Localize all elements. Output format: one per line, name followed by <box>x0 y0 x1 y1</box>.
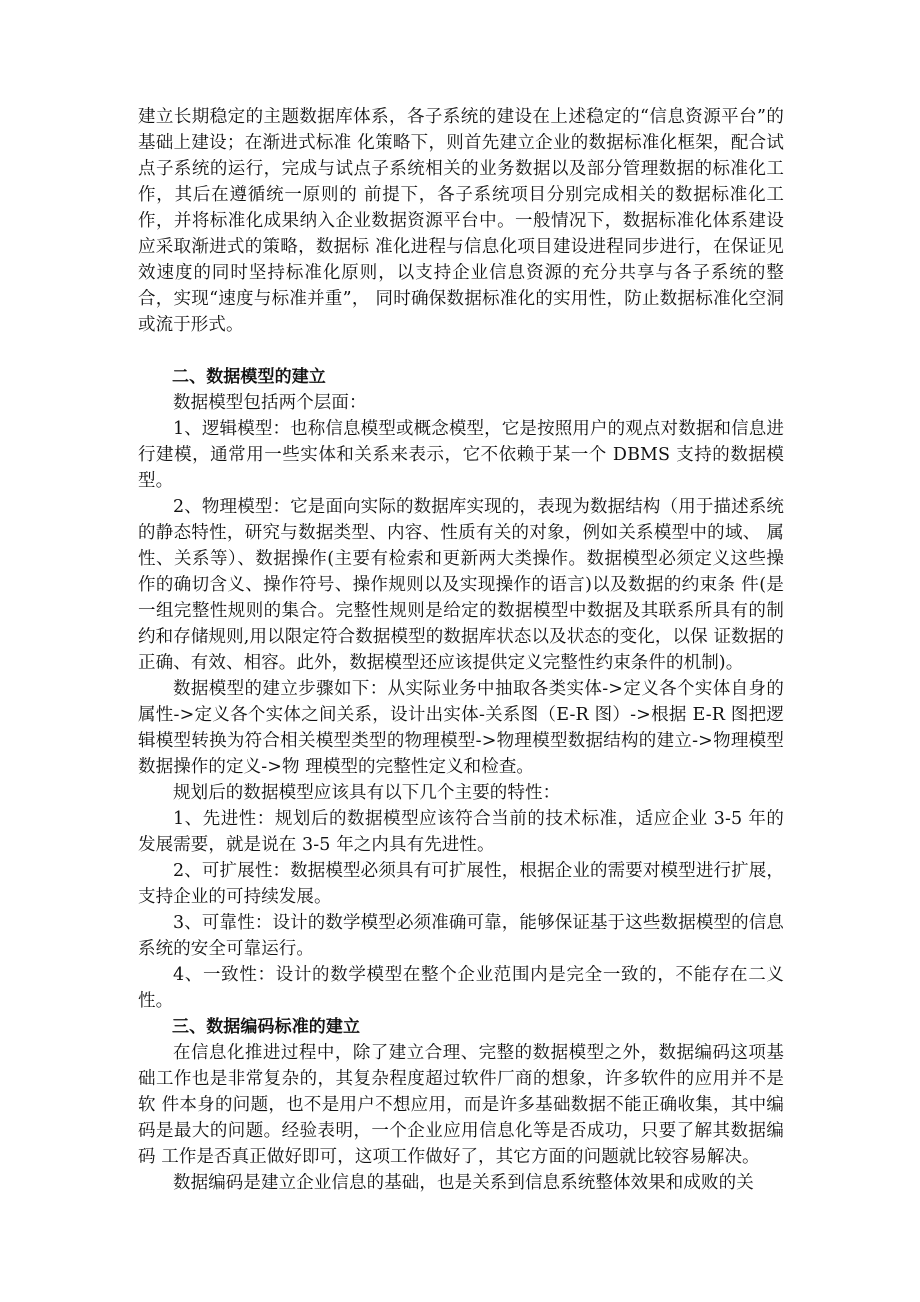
paragraph-coding: 在信息化推进过程中，除了建立合理、完整的数据模型之外，数据编码这项基础工作也是非常复杂的，其复杂程度超过软件厂商的想象，许多软件的应用并不是软 件本身的问题，也不是用户不想应用，而是许多基础数据不能正确收集，其中编码是最大的问题。经验表明，一个企业应用信息化等是否成功，只要了解其数据编码 工作是否真正做好即可，这项工作做好了，其它方面的问题就比较容易解决。 <box>138 1043 784 1167</box>
paragraph-feature-reliable: 3、可靠性：设计的数学模型必须准确可靠，能够保证基于这些数据模型的信息系统的安全可靠运行。 <box>138 913 784 959</box>
section-heading-data-model: 二、数据模型的建立 <box>172 367 326 387</box>
document-body <box>138 104 784 1196</box>
paragraph-physical-model: 2、物理模型：它是面向实际的数据库实现的，表现为数据结构（用于描述系统的静态特性，研究与数据类型、内容、性质有关的对象，例如关系模型中的域、 属性、关系等）、数据操作(主要有检索和更新两大类操作。数据模型必须定义这些操作的确切含义、操作符号、操作规则以及实现操作的语言)以及数据的约束条 件(是一组完整性规则的集合。完整性规则是给定的数据模型中数据及其联系所具有的制约和存储规则,用以限定符合数据模型的数据库状态以及状态的变化，以保 证数据的正确、有效、相容。此外，数据模型还应该提供定义完整性约束条件的机制)。 <box>138 497 784 673</box>
paragraph-model-features: 规划后的数据模型应该具有以下几个主要的特性： <box>173 783 561 803</box>
paragraph-feature-consistent: 4、一致性：设计的数学模型在整个企业范围内是完全一致的，不能存在二义性。 <box>138 965 784 1011</box>
paragraph-feature-extensible: 2、可扩展性：数据模型必须具有可扩展性，根据企业的需要对模型进行扩展，支持企业的可持续发展。 <box>138 861 784 907</box>
paragraph-model-steps: 数据模型的建立步骤如下：从实际业务中抽取各类实体->定义各个实体自身的属性->定义各个实体之间关系，设计出实体-关系图（E-R 图）->根据 E-R 图把逻辑模型转换为符合相关模型类型的物理模型->物理模型数据结构的建立->物理模型数据操作的定义->物 理模型的完整性定义和检查。 <box>138 679 784 777</box>
paragraph-logical-model: 1、逻辑模型：也称信息模型或概念模型，它是按照用户的观点对数据和信息进行建模，通常用一些实体和关系来表示，它不依赖于某一个 DBMS 支持的数据模型。 <box>138 419 784 491</box>
paragraph-gap <box>138 338 784 364</box>
paragraph-model-layers: 数据模型包括两个层面： <box>173 393 367 413</box>
paragraph-intro: 建立长期稳定的主题数据库体系，各子系统的建设在上述稳定的“信息资源平台”的基础上建设；在渐进式标准 化策略下，则首先建立企业的数据标准化框架，配合试点子系统的运行，完成与试点子系统相关的业务数据以及部分管理数据的标准化工作，其后在遵循统一原则的 前提下，各子系统项目分别完成相关的数据标准化工作，并将标准化成果纳入企业数据资源平台中。一般情况下，数据标准化体系建设应采取渐进式的策略，数据标 准化进程与信息化项目建设进程同步进行，在保证见效速度的同时坚持标准化原则，以支持企业信息资源的充分共享与各子系统的整合，实现“速度与标准并重”， 同时确保数据标准化的实用性，防止数据标准化空洞或流于形式。 <box>138 107 784 335</box>
paragraph-feature-advanced: 1、先进性：规划后的数据模型应该符合当前的技术标准，适应企业 3-5 年的发展需要，就是说在 3-5 年之内具有先进性。 <box>138 809 784 855</box>
section-heading-coding-standard: 三、数据编码标准的建立 <box>172 1017 361 1037</box>
paragraph-coding-basis: 数据编码是建立企业信息的基础，也是关系到信息系统整体效果和成败的关 <box>173 1173 754 1193</box>
